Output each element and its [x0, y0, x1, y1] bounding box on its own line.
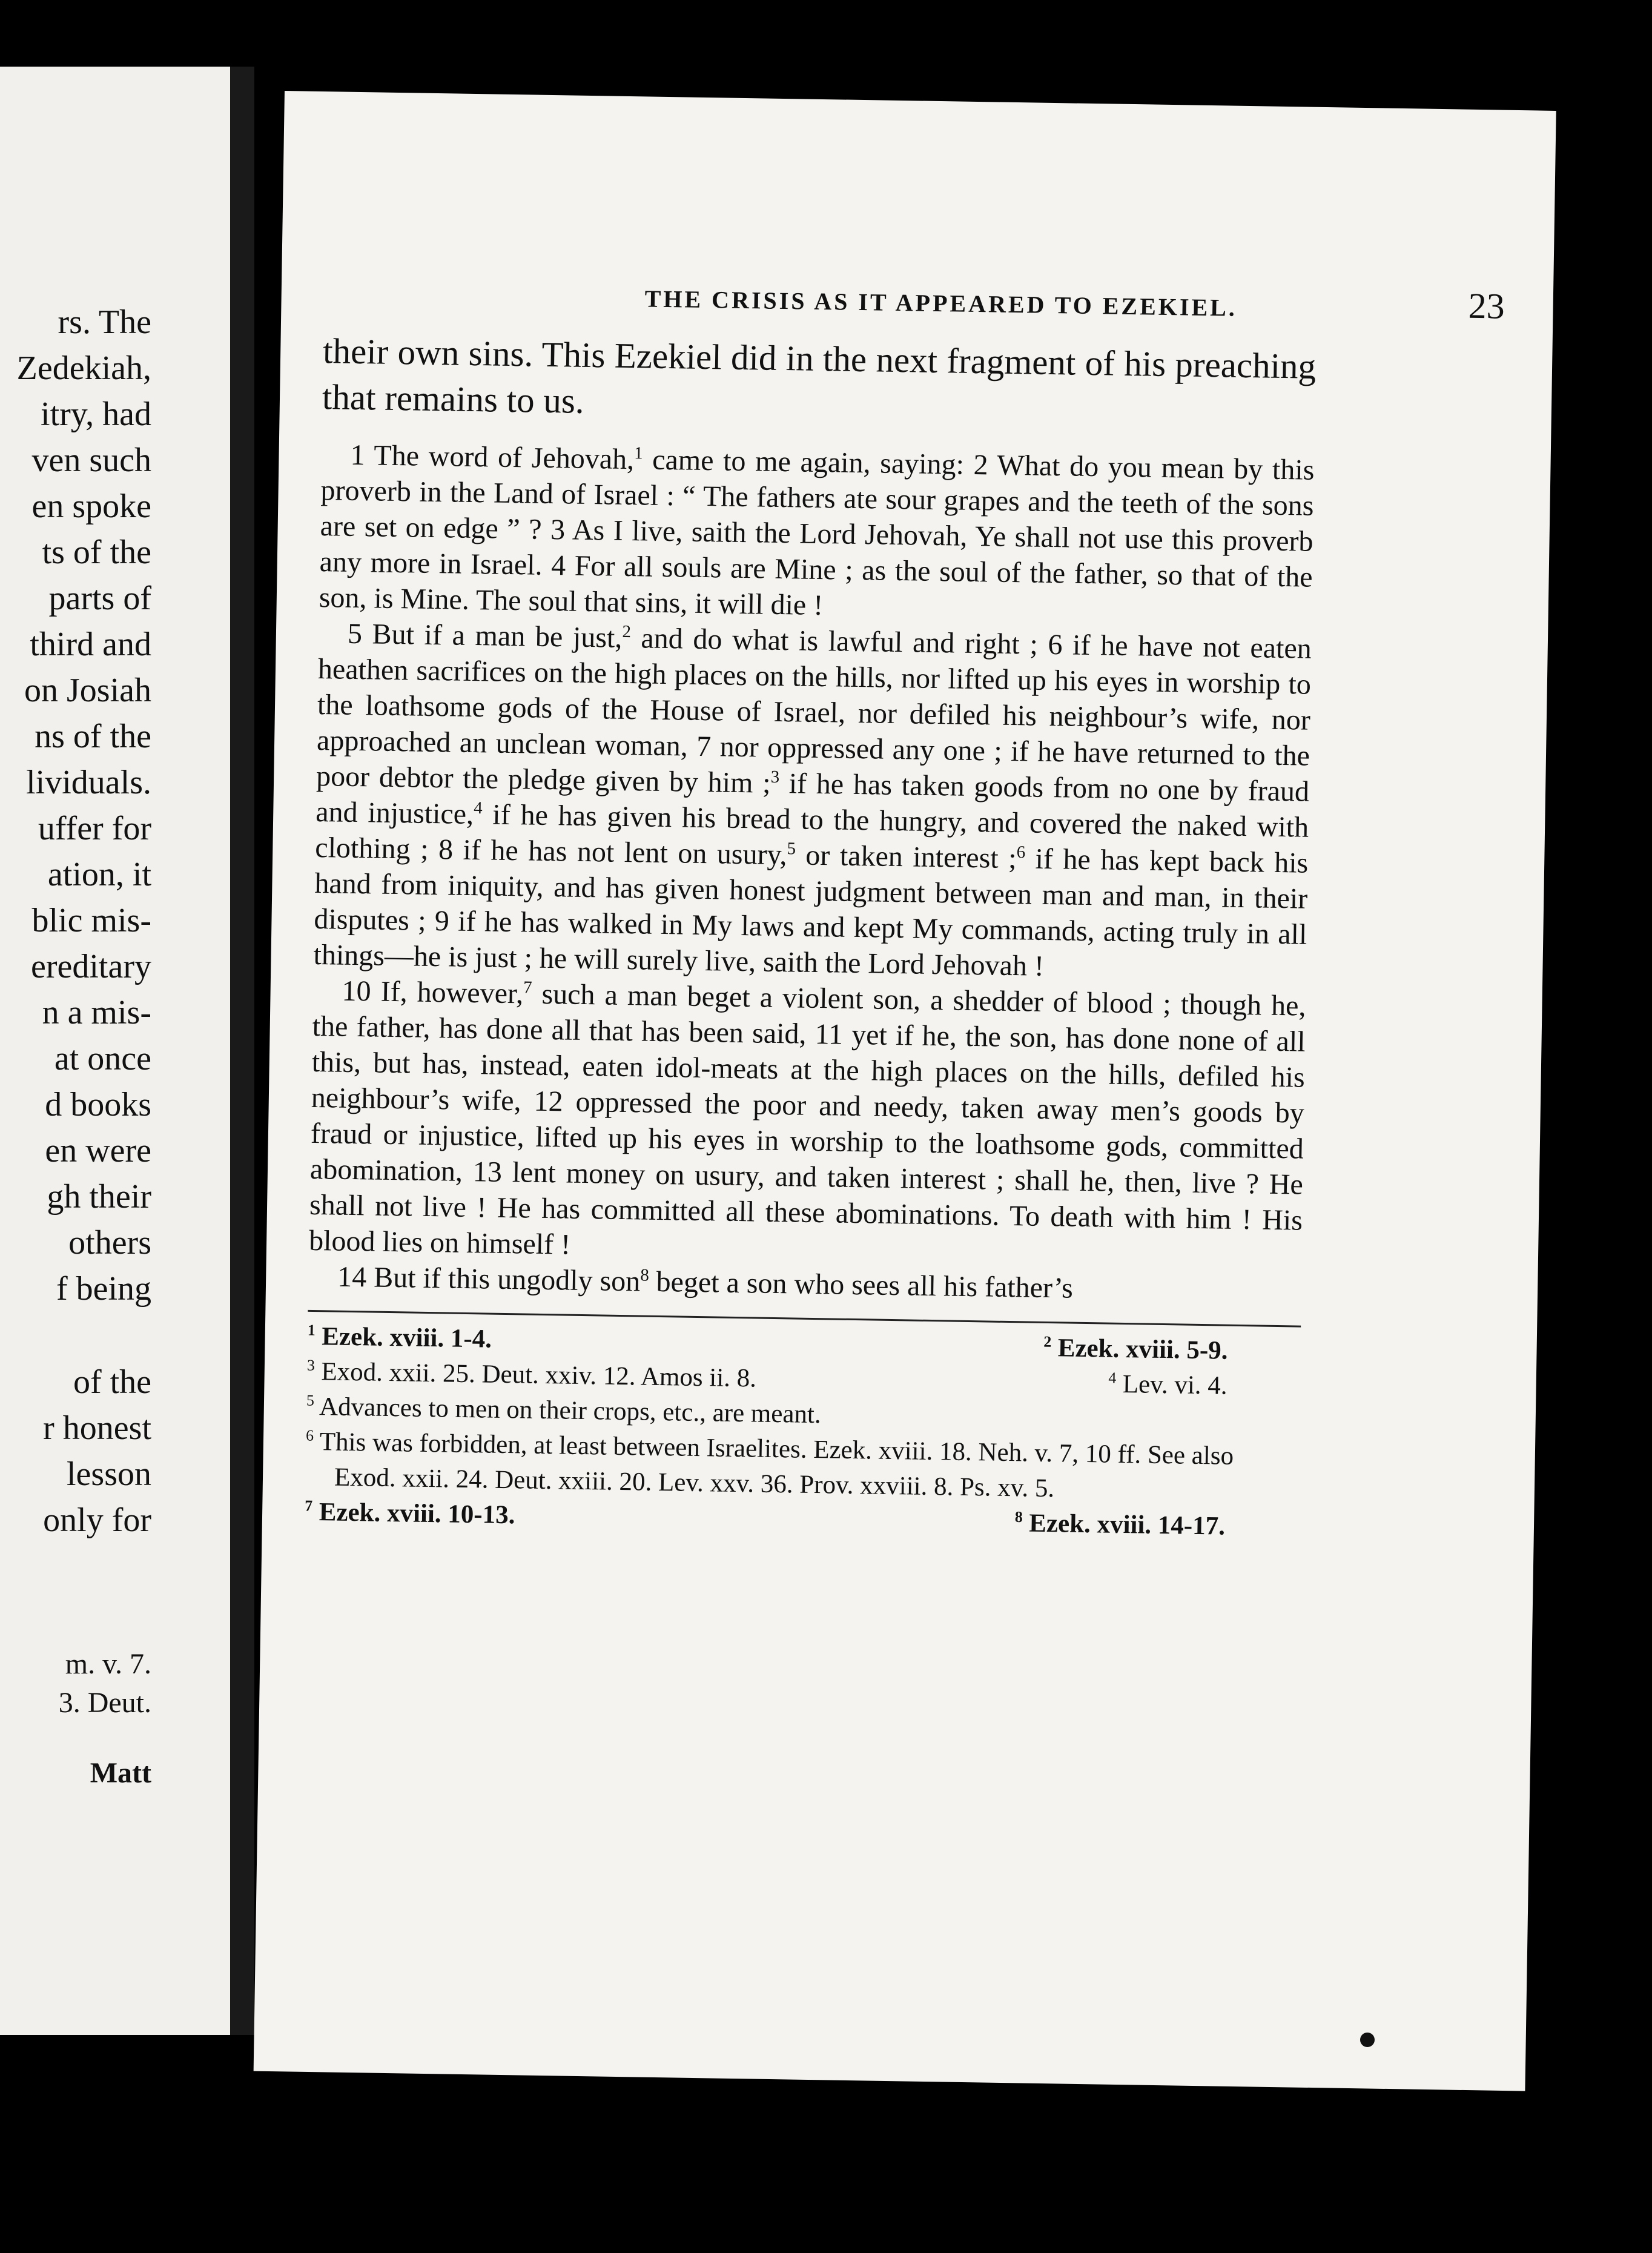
facing-page-line: ns of the: [35, 718, 151, 755]
note-ref: 4: [474, 798, 483, 818]
facing-page-line: Zedekiah,: [16, 349, 151, 387]
facing-page-line: others: [68, 1224, 151, 1262]
facing-page-line: uffer for: [38, 810, 151, 847]
scripture-paragraph: [313, 615, 1312, 988]
facing-page-line: parts of: [48, 580, 151, 617]
footnote: [1108, 1367, 1227, 1404]
facing-page-line: third and: [30, 626, 151, 663]
facing-page: [0, 67, 230, 2035]
footnote: [1014, 1506, 1225, 1544]
facing-page-line: itry, had: [41, 395, 151, 433]
note-ref: 8: [640, 1265, 650, 1285]
facing-page-line: only for: [43, 1501, 151, 1539]
footnote-mark: 6: [305, 1426, 314, 1444]
note-ref: 3: [770, 767, 780, 787]
scripture-paragraph: [309, 973, 1306, 1274]
ink-speck: [1360, 2033, 1375, 2047]
footnote: [1043, 1331, 1228, 1369]
verse-text: if he has given his bread to the hungry, and covered the naked with clothing ; 8 if he has not lent on usury,: [314, 798, 1309, 872]
facing-page-line: ts of the: [42, 534, 151, 571]
note-ref: 5: [787, 839, 796, 859]
facing-page-line: r honest: [43, 1409, 151, 1447]
footnotes: [305, 1319, 1301, 1546]
footnote-text: Ezek. xviii. 14-17.: [1022, 1509, 1226, 1541]
note-ref: 1: [634, 443, 643, 463]
footnote-text: Exod. xxii. 25. Deut. xxiv. 12. Amos ii. 8.: [314, 1357, 757, 1393]
facing-page-line: ven such: [31, 442, 151, 479]
footnote-text: This was forbidden, at least between Israelites. Ezek. xviii. 18. Neh. v. 7, 10 ff. See also Exod. xxii. 24. Deut. xxiii. 20. Lev. xxv. 36. Prov. xxviii. 8. Ps. xv. 5.: [313, 1428, 1234, 1503]
footnote-mark: 2: [1043, 1332, 1052, 1351]
facing-page-line: rs. The: [58, 303, 151, 341]
facing-page-line: on Josiah: [24, 672, 151, 709]
footnote-mark: 1: [307, 1321, 316, 1339]
facing-page-footnote: Matt: [90, 1757, 151, 1789]
scripture-paragraph: [319, 437, 1314, 631]
footnote-mark: 4: [1108, 1369, 1117, 1387]
footnote-text: Ezek. xviii. 10-13.: [312, 1498, 515, 1530]
footnote-text: Advances to men on their crops, etc., are meant.: [314, 1392, 822, 1429]
footnote-mark: 7: [305, 1497, 313, 1515]
facing-page-line: f being: [56, 1270, 151, 1308]
footnote-text: Ezek. xviii. 1-4.: [315, 1322, 492, 1354]
facing-page-line: ereditary: [31, 948, 151, 985]
facing-page-footnote: 3. Deut.: [58, 1687, 151, 1719]
facing-page-line: of the: [73, 1363, 151, 1401]
facing-page-line: blic mis-: [31, 902, 151, 939]
facing-page-line: d books: [45, 1086, 151, 1123]
verse-text: 5 But if a man be just,: [347, 617, 623, 654]
facing-page-line: en were: [45, 1132, 151, 1170]
verse-text: or taken interest ;: [795, 839, 1017, 875]
verse-text: such a man beget a violent son, a shedder of blood ; though he, the father, has done all that has been said, 11 yet if he, the son, has done none of all this, but has, instead, eaten idol-meats at the high places on the hills, defiled his neighbour’s wife, 12 oppressed the poor and needy, taken away men’s goods by fraud or injustice, lifted up his eyes in worship to the loathsome gods, committed abomination, 13 lent money on usury, and taken interest ; shall he, then, live ? He shall not live ! He has committed all these abominations. To death with him ! His blood lies on himself !: [308, 978, 1306, 1261]
verse-text: 14 But if this ungodly son: [337, 1260, 641, 1298]
intro-paragraph: their own sins. This Ezekiel did in the next fragment of his preaching that remains to us.: [322, 331, 1317, 421]
note-ref: 2: [622, 621, 632, 642]
facing-page-line: n a mis-: [42, 994, 151, 1031]
facing-page-line: gh their: [47, 1178, 151, 1216]
facing-page-line: en spoke: [31, 488, 151, 525]
footnote-mark: 3: [306, 1356, 316, 1374]
footnote-text: Ezek. xviii. 5-9.: [1051, 1334, 1228, 1365]
footnote: [307, 1319, 492, 1357]
page-body: [305, 328, 1317, 1546]
note-ref: 6: [1016, 842, 1026, 862]
verse-text: came to me again, saying: 2 What do you mean by this proverb in the Land of Israel : “ The fathers ate sour grapes and the teeth of the sons are set on edge ” ? 3 As I live, saith the Lord Jehovah, Ye shall not use this proverb any more in Israel. 4 For all souls are Mine ; as the soul of the father, so that of the son, is Mine. The soul that sins, it will die !: [319, 443, 1315, 622]
running-head: THE CRISIS AS IT APPEARED TO EZEKIEL.: [644, 285, 1238, 322]
book-page: [254, 91, 1556, 2091]
verse-text: 1 The word of Jehovah,: [350, 438, 635, 476]
facing-page-line: lividuals.: [26, 764, 151, 801]
book-gutter: [230, 67, 254, 2035]
footnote-mark: 5: [306, 1391, 315, 1409]
page-number: 23: [1468, 285, 1505, 326]
verse-text: if he has kept back his hand from iniquity, and has given honest judgment between man and man, in their disputes ; 9 if he has walked in My laws and kept My commands, acting truly in all things—he is just ; he will surely live, saith the Lord Jehovah !: [313, 842, 1309, 982]
facing-page-line: ation, it: [47, 856, 151, 893]
footnote-mark: 8: [1014, 1507, 1023, 1526]
facing-page-line: at once: [54, 1040, 151, 1077]
footnote: [305, 1495, 515, 1533]
footnote-text: Lev. vi. 4.: [1115, 1369, 1227, 1400]
verse-text: if he has taken goods from no one by fraud and injustice,: [315, 767, 1310, 831]
facing-page-line: lesson: [67, 1455, 151, 1493]
verse-text: 10 If, however,: [342, 974, 524, 1010]
note-ref: 7: [523, 978, 532, 997]
page-header: [463, 270, 1505, 334]
facing-page-footnote: m. v. 7.: [65, 1648, 151, 1680]
verse-text: beget a son who sees all his father’s: [649, 1265, 1074, 1305]
verse-text: and do what is lawful and right ; 6 if he have not eaten heathen sacrifices on the high places on the hills, nor lifted up his eyes in worship to the loathsome gods of the House of Israel, nor defiled his neighbour’s wife, nor approached an unclean woman, 7 nor oppressed any one ; if he have returned to the poor debtor the pledge given by him ;: [316, 622, 1312, 799]
